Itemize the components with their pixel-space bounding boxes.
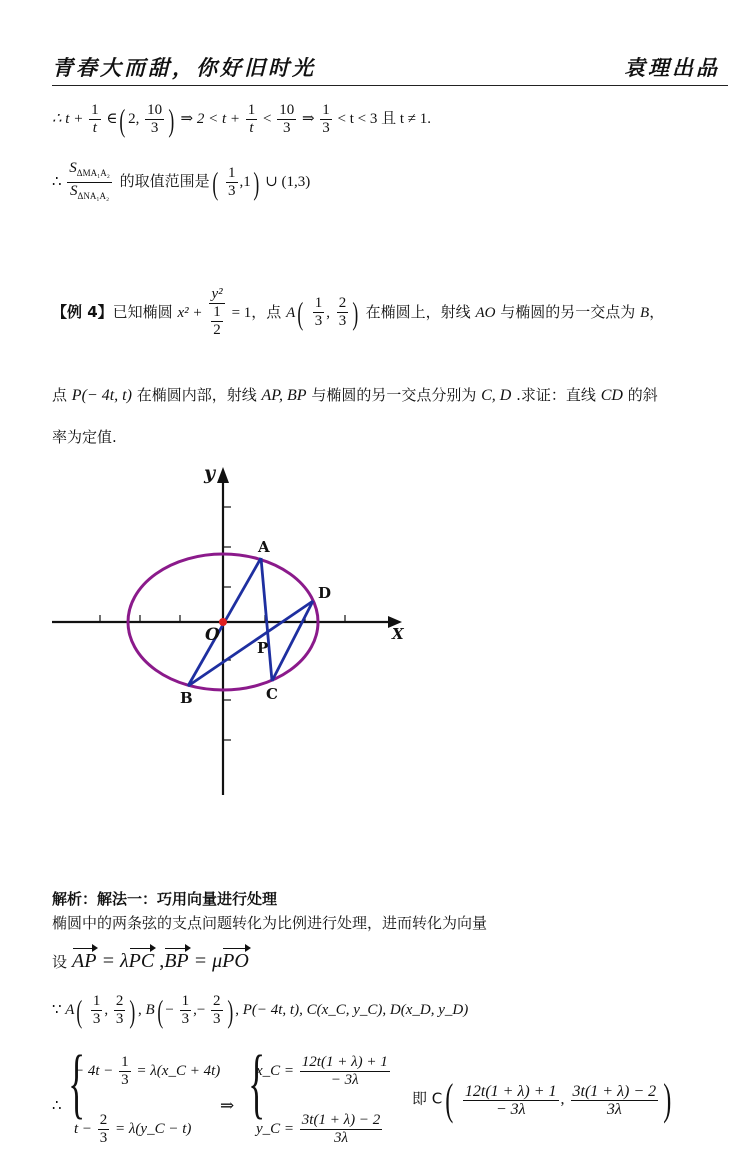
example-4-line-3: 率为定值. bbox=[52, 428, 117, 446]
chord-AC bbox=[261, 558, 272, 681]
example-4-statement: 【例 4】已知椭圆 x² + $\frac{\text{y²}}{\frac{1}{2}}$ = 1，点 A( $\frac{1}{3}$ , $\frac{2}{3}$ ) 在椭圆上，射线 AO 与椭圆的另一交点为 B， bbox=[52, 286, 665, 338]
point-A-label: A bbox=[258, 538, 270, 556]
example-label: 【例 4】 bbox=[52, 303, 113, 321]
y-axis-arrow-icon bbox=[217, 467, 229, 483]
point-B-label: B bbox=[180, 689, 193, 707]
y-axis-label: y bbox=[204, 462, 216, 484]
equation-system: ∴ { − 4t − $\frac{1}{3}$ = λ(x_C + 4t) t − $\frac{2}{3}$ = λ(y_C − t) ⇒ { x_C = $\frac{12t(1 + \lambda) + 1}{- 3\lambda}$ y_C = $\frac{3t(1 + \lambda) - 2}{3\lambda}$ 即 C( $\frac{12t(1 + \lambda) + 1}{- 3\lambda}$ , $\frac{3t(1 + \lambda) - 2}{3\lambda}$ ) bbox=[52, 1039, 672, 1146]
example-4-line-2: 点 P(− 4t, t) 在椭圆内部，射线 AP, BP 与椭圆的另一交点分别为 C, D .求证：直线 CD 的斜 bbox=[52, 386, 658, 404]
x-axis-label: X bbox=[392, 625, 404, 643]
derivation-line-1: ∴ t + $\frac{1}{t}$ ∈( 2, $\frac{10}{3}$ ) ⇒ 2 < t + $\frac{1}{t}$ < $\frac{10}{3}$ ⇒ $\frac{1}{3}$ < t < 3 且 t ≠ 1. bbox=[52, 101, 432, 138]
derivation-line-2: ∴ $S_{\Delta MA_1A_2}$ $S_{\Delta NA_1A_2}$ 的取值范围是( $\frac{1}{3}$ ,1) ∪ (1,3) bbox=[52, 160, 311, 201]
header-left: 青春大而甜，你好旧时光 bbox=[52, 56, 316, 80]
origin-point bbox=[219, 618, 227, 626]
coordinates-line: ∵ A( $\frac{1}{3}$ , $\frac{2}{3}$ ) , B( − $\frac{1}{3}$ ,− $\frac{2}{3}$ ) , P(− 4t, t), C(x_C, y_C), D(x_D, y_D) bbox=[52, 992, 469, 1029]
header-divider bbox=[52, 85, 728, 86]
solution-title: 解析：解法一：巧用向量进行处理 bbox=[52, 890, 278, 908]
ellipse-figure bbox=[40, 455, 430, 805]
vector-setup: 设 AP = λPC ,BP = μPO bbox=[52, 950, 249, 972]
solution-paragraph: 椭圆中的两条弦的支点问题转化为比例进行处理，进而转化为向量 bbox=[52, 914, 488, 932]
point-D-label: D bbox=[318, 584, 332, 602]
header-right: 袁理出品 bbox=[624, 56, 720, 80]
point-C-label: C bbox=[266, 685, 278, 703]
point-P-label: P bbox=[257, 639, 269, 657]
origin-label: O bbox=[205, 625, 220, 645]
